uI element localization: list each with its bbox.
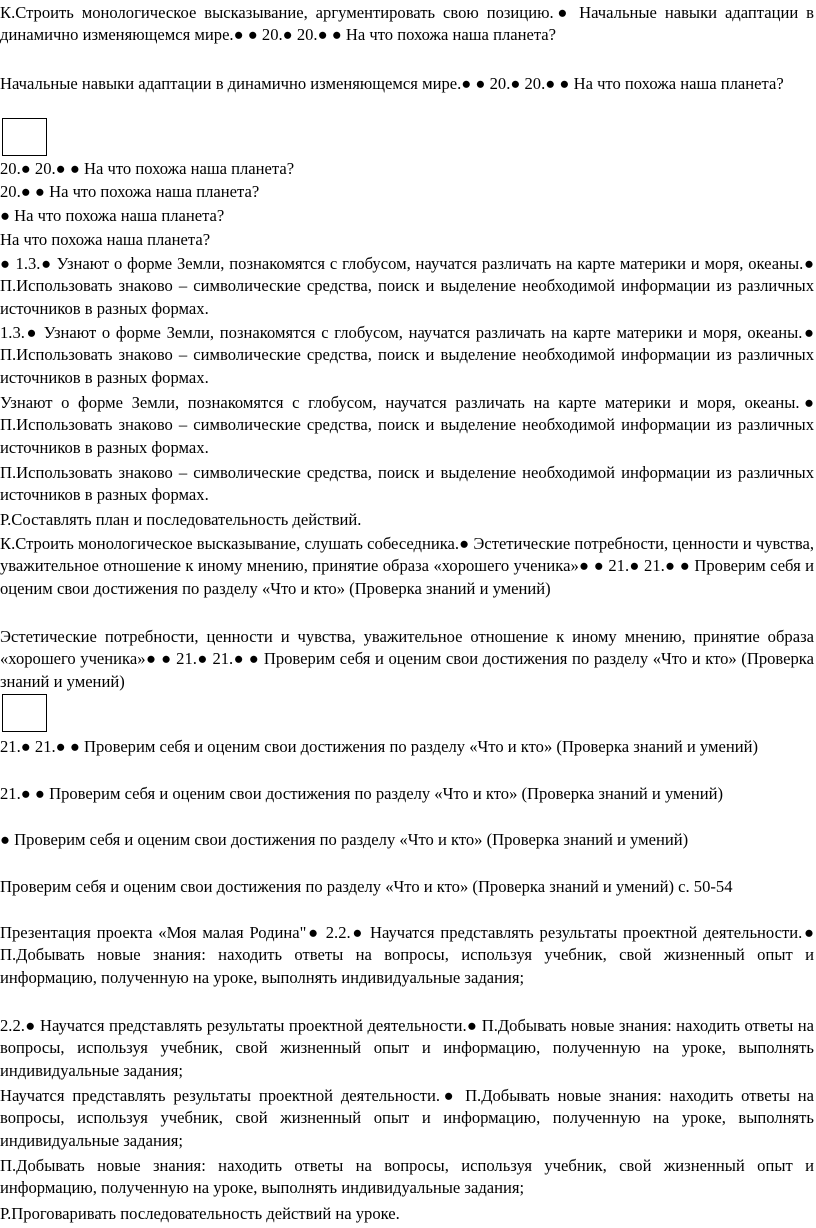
paragraph-6: На что похожа наша планета? — [0, 230, 211, 249]
paragraph-5: ● На что похожа наша планета? — [0, 206, 225, 225]
paragraph-13: Эстетические потребности, ценности и чувства, уважительное отношение к иному мнению, принятие образа «хорошего ученика»● ● 21.● 21.● ● Проверим себя и оценим свои достижения по разделу «Что и кто» (Проверка знаний и умений) — [0, 627, 814, 691]
paragraph-3: 20.● 20.● ● На что похожа наша планета? — [0, 159, 295, 178]
paragraph-8: 1.3.● Узнают о форме Земли, познакомятся с глобусом, научатся различать на карте материки и моря, океаны.● П.Использовать знаково – символические средства, поиск и выделение необходимой информации из различных источников в разных формах. — [0, 323, 814, 387]
empty-image-box — [2, 118, 47, 156]
paragraph-18: Презентация проекта «Моя малая Родина"● 2.2.● Научатся представлять результаты проектной деятельности.● П.Добывать новые знания: находить ответы на вопросы, используя учебник, свой жизненный опыт и информацию, полученную на уроке, выполнять индивидуальные задания; — [0, 923, 814, 987]
paragraph-14: 21.● 21.● ● Проверим себя и оценим свои достижения по разделу «Что и кто» (Проверка знаний и умений) — [0, 737, 758, 756]
paragraph-17: Проверим себя и оценим свои достижения по разделу «Что и кто» (Проверка знаний и умений) с. 50-54 — [0, 877, 733, 896]
paragraph-9: Узнают о форме Земли, познакомятся с глобусом, научатся различать на карте материки и моря, океаны.● П.Использовать знаково – символические средства, поиск и выделение необходимой информации из различных источников в разных формах. — [0, 393, 814, 457]
paragraph-20: Научатся представлять результаты проектной деятельности.● П.Добывать новые знания: находить ответы на вопросы, используя учебник, свой жизненный опыт и информацию, полученную на уроке, выполнять индивидуальные задания; — [0, 1086, 814, 1150]
paragraph-2: Начальные навыки адаптации в динамично изменяющемся мире.● ● 20.● 20.● ● На что похожа наша планета? — [0, 74, 784, 93]
paragraph-12: К.Строить монологическое высказывание, слушать собеседника.● Эстетические потребности, ценности и чувства, уважительное отношение к иному мнению, принятие образа «хорошего ученика»● ● 21.● 21.● ● Проверим себя и оценим свои достижения по разделу «Что и кто» (Проверка знаний и умений) — [0, 534, 814, 598]
paragraph-16: ● Проверим себя и оценим свои достижения по разделу «Что и кто» (Проверка знаний и умений) — [0, 830, 689, 849]
paragraph-21: П.Добывать новые знания: находить ответы на вопросы, используя учебник, свой жизненный опыт и информацию, полученную на уроке, выполнять индивидуальные задания; — [0, 1156, 814, 1198]
paragraph-15: 21.● ● Проверим себя и оценим свои достижения по разделу «Что и кто» (Проверка знаний и умений) — [0, 784, 724, 803]
empty-image-box — [2, 694, 47, 732]
paragraph-4: 20.● ● На что похожа наша планета? — [0, 182, 260, 201]
paragraph-11: Р.Составлять план и последовательность действий. — [0, 510, 362, 529]
paragraph-7: ● 1.3.● Узнают о форме Земли, познакомятся с глобусом, научатся различать на карте материки и моря, океаны.● П.Использовать знаково – символические средства, поиск и выделение необходимой информации из различных источников в разных формах. — [0, 254, 814, 318]
paragraph-10: П.Использовать знаково – символические средства, поиск и выделение необходимой информации из различных источников в разных формах. — [0, 463, 814, 505]
paragraph-1: К.Строить монологическое высказывание, аргументировать свою позицию.● Начальные навыки адаптации в динамично изменяющемся мире.● ● 20.● 20.● ● На что похожа наша планета? — [0, 3, 814, 45]
paragraph-22: Р.Проговаривать последовательность действий на уроке. — [0, 1204, 400, 1223]
paragraph-19: 2.2.● Научатся представлять результаты проектной деятельности.● П.Добывать новые знания: находить ответы на вопросы, используя учебник, свой жизненный опыт и информацию, полученную на уроке, выполнять индивидуальные задания; — [0, 1016, 814, 1080]
